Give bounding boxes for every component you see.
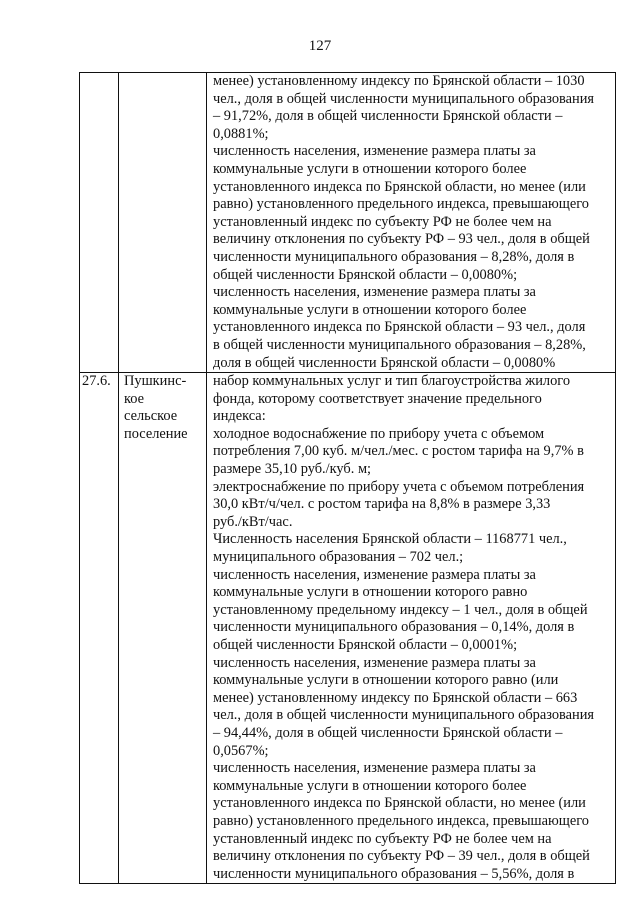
text-line: численность населения, изменение размера платы за (213, 760, 536, 777)
text-line: фонда, которому соответствует значение предельного (213, 390, 542, 407)
row-number-cell (80, 73, 119, 373)
row-number-cell: 27.6. (80, 373, 119, 884)
text-line: – 94,44%, доля в общей численности Брянской области – (213, 724, 563, 741)
text-line: коммунальные услуги в отношении которого равно (213, 584, 528, 601)
text-line: потребления 7,00 куб. м/чел./мес. с ростом тарифа на 9,7% в (213, 443, 584, 460)
text-line: равно) установленного предельного индекса, превышающего (213, 812, 589, 829)
text-line: 30,0 кВт/ч/чел. с ростом тарифа на 8,8% в размере 3,33 (213, 496, 551, 513)
text-line: установленному предельному индексу – 1 чел., доля в общей (213, 601, 588, 618)
text-line: коммунальные услуги в отношении которого более (213, 301, 527, 318)
municipality-name-cell (119, 373, 207, 884)
text-line: установленного индекса по Брянской области, но менее (или (213, 178, 586, 195)
text-line: чел., доля в общей численности муниципального образования (213, 90, 595, 107)
text-line: электроснабжение по прибору учета с объемом потребления (213, 478, 585, 495)
text-line: размере 35,10 руб./куб. м; (213, 461, 372, 478)
text-line: численность населения, изменение размера платы за (213, 654, 536, 671)
text-line: Численность населения Брянской области – 1168771 чел., (213, 531, 567, 548)
text-line: установленного индекса по Брянской области – 93 чел., доля (213, 319, 586, 336)
text-line: коммунальные услуги в отношении которого равно (или (213, 672, 559, 689)
text-line: 0,0567%; (213, 742, 269, 759)
municipality-name-line: поселение (124, 425, 188, 442)
text-line: величину отклонения по субъекту РФ – 39 чел., доля в общей (213, 848, 590, 865)
text-line: в общей численности муниципального образования – 8,28%, (213, 336, 586, 353)
text-line: численность населения, изменение размера платы за (213, 284, 536, 301)
text-line: муниципального образования – 702 чел.; (213, 549, 464, 566)
text-line: численности муниципального образования – 0,14%, доля в (213, 619, 575, 636)
municipality-name-line: Пушкинс- (124, 373, 187, 390)
text-line: равно) установленного предельного индекса, превышающего (213, 196, 589, 213)
text-line: общей численности Брянской области – 0,0001%; (213, 637, 518, 653)
text-line: установленного индекса по Брянской области, но менее (или (213, 795, 586, 812)
text-line: доля в общей численности Брянской области – 0,0080% (213, 354, 556, 371)
municipality-name-cell (119, 73, 207, 373)
text-line: менее) установленному индексу по Брянской области – 663 (213, 689, 578, 706)
table-row (80, 373, 616, 884)
text-line: менее) установленному индексу по Брянской области – 1030 (213, 73, 585, 89)
text-line: численности муниципального образования – 5,56%, доля в (213, 865, 575, 882)
document-table (79, 72, 616, 884)
page-number: 127 (308, 38, 332, 54)
text-line: холодное водоснабжение по прибору учета с объемом (213, 425, 545, 442)
text-line: установленный индекс по субъекту РФ не более чем на (213, 213, 552, 230)
description-cell (207, 373, 616, 884)
text-line: численность населения, изменение размера платы за (213, 143, 536, 160)
text-line: численность населения, изменение размера платы за (213, 566, 536, 583)
text-line: 0,0881%; (213, 125, 269, 142)
text-line: – 91,72%, доля в общей численности Брянской области – (213, 108, 563, 125)
text-line: чел., доля в общей численности муниципального образования (213, 707, 595, 724)
text-line: коммунальные услуги в отношении которого более (213, 777, 527, 794)
text-line: величину отклонения по субъекту РФ – 93 чел., доля в общей (213, 231, 590, 248)
description-cell (207, 73, 616, 373)
table-row (80, 73, 616, 373)
text-line: установленный индекс по субъекту РФ не более чем на (213, 830, 552, 847)
municipality-name-line: сельское (124, 408, 178, 425)
text-line: индекса: (213, 408, 266, 425)
text-line: общей численности Брянской области – 0,0080%; (213, 266, 518, 283)
text-line: руб./кВт/час. (213, 513, 293, 530)
municipality-name-line: кое (124, 390, 145, 407)
text-line: набор коммунальных услуг и тип благоустройства жилого (213, 373, 571, 390)
text-line: численности муниципального образования – 8,28%, доля в (213, 248, 575, 265)
text-line: коммунальные услуги в отношении которого более (213, 160, 527, 177)
